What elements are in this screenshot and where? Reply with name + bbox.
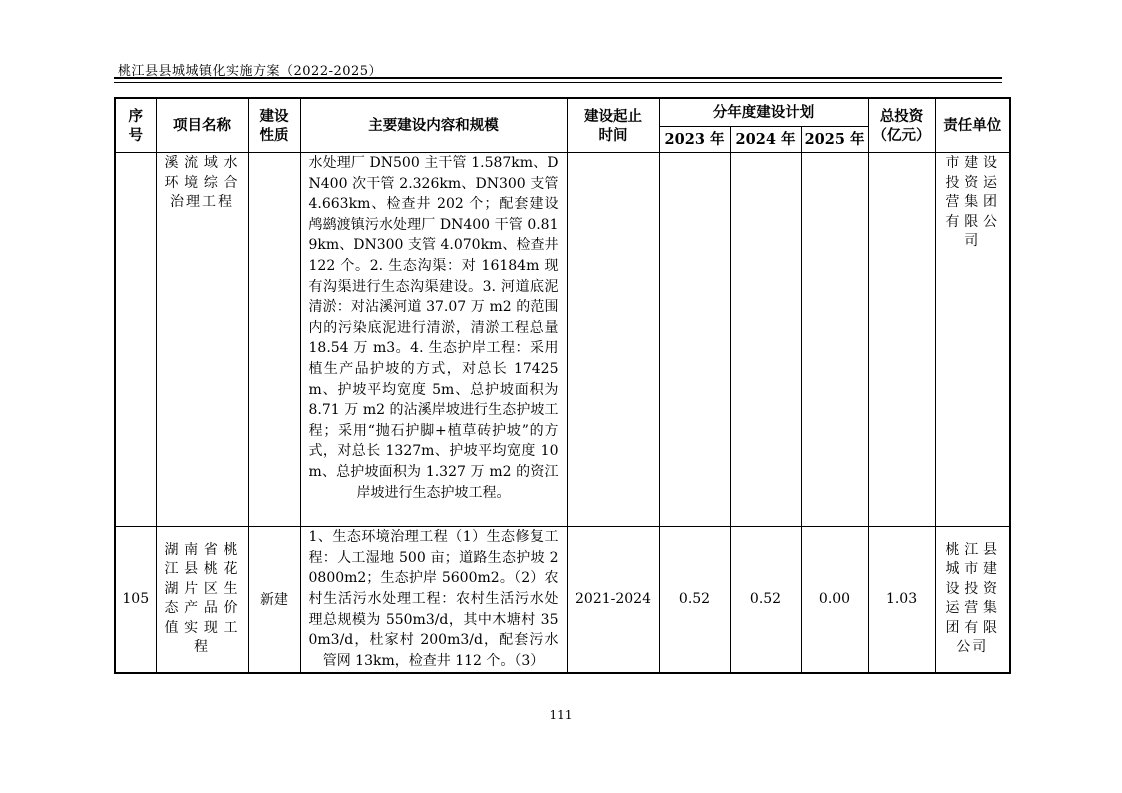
header-name: 项目名称 (156, 98, 248, 153)
row-no (115, 153, 156, 527)
header-2023: 2023 年 (659, 127, 730, 153)
row-project-name: 湖南省桃江县桃花湖片区生态产品价值实现工程 (156, 527, 248, 673)
header-2025: 2025 年 (801, 127, 868, 153)
row-no: 105 (115, 527, 156, 673)
header-rule-thin (114, 82, 1002, 83)
row-2025 (801, 153, 868, 527)
header-total: 总投资（亿元） (868, 98, 935, 153)
row-total (868, 153, 935, 527)
table-row (115, 153, 1010, 527)
row-2025: 0.00 (801, 527, 868, 673)
row-nature: 新建 (248, 527, 300, 673)
row-period: 2021-2024 (567, 527, 659, 673)
row-content: 水处理厂 DN500 主干管 1.587km、DN400 次干管 2.326km、DN300 支管 4.663km、检查井 202 个；配套建设鸬鹚渡镇污水处理厂 DN400 干管 0.819km、DN300 支管 4.070km、检查井 122 个。2. 生态沟渠：对 16184m 现有沟渠进行生态沟渠建设。3. 河道底泥清淤：对沾溪河道 37.07 万 m2 的范围内的污染底泥进行清淤，清淤工程总量 18.54 万 m3。4. 生态护岸工程：采用植生产品护坡的方式，对总长 17425m、护坡平均宽度 5m、总护坡面积为 8.71 万 m2 的沾溪岸坡进行生态护坡工程；采用“抛石护脚+植草砖护坡”的方式，对总长 1327m、护坡平均宽度 10m、总护坡面积为 1.327 万 m2 的资江岸坡进行生态护坡工程。 (300, 153, 567, 527)
header-content: 主要建设内容和规模 (300, 98, 567, 153)
header-annual-plan: 分年度建设计划 (659, 98, 868, 127)
row-content: 1、生态环境治理工程（1）生态修复工程：人工湿地 500 亩；道路生态护坡 20800m2；生态护岸 5600m2。（2）农村生活污水处理工程：农村生活污水处理总规模为 550m3/d，其中木塘村 350m3/d，杜家村 200m3/d，配套污水管网 13km，检查井 112 个。（3） (300, 527, 567, 673)
header-nature: 建设性质 (248, 98, 300, 153)
row-project-name: 溪流域水环境综合治理工程 (156, 153, 248, 527)
page-number: 111 (549, 708, 573, 722)
header-rule-thick (114, 77, 1002, 79)
row-unit: 市建设投资运营集团有限公司 (935, 153, 1010, 527)
running-header: 桃江县县城城镇化实施方案（2022-2025） (118, 64, 383, 79)
table-row (115, 527, 1010, 673)
header-period: 建设起止时间 (567, 98, 659, 153)
row-2023 (659, 153, 730, 527)
header-no: 序号 (115, 98, 156, 153)
row-2023: 0.52 (659, 527, 730, 673)
row-2024: 0.52 (730, 527, 801, 673)
row-total: 1.03 (868, 527, 935, 673)
row-2024 (730, 153, 801, 527)
row-nature (248, 153, 300, 527)
row-unit: 桃江县城市建设投资运营集团有限公司 (935, 527, 1010, 673)
row-period (567, 153, 659, 527)
header-unit: 责任单位 (935, 98, 1010, 153)
project-table (114, 97, 1011, 674)
header-2024: 2024 年 (730, 127, 801, 153)
